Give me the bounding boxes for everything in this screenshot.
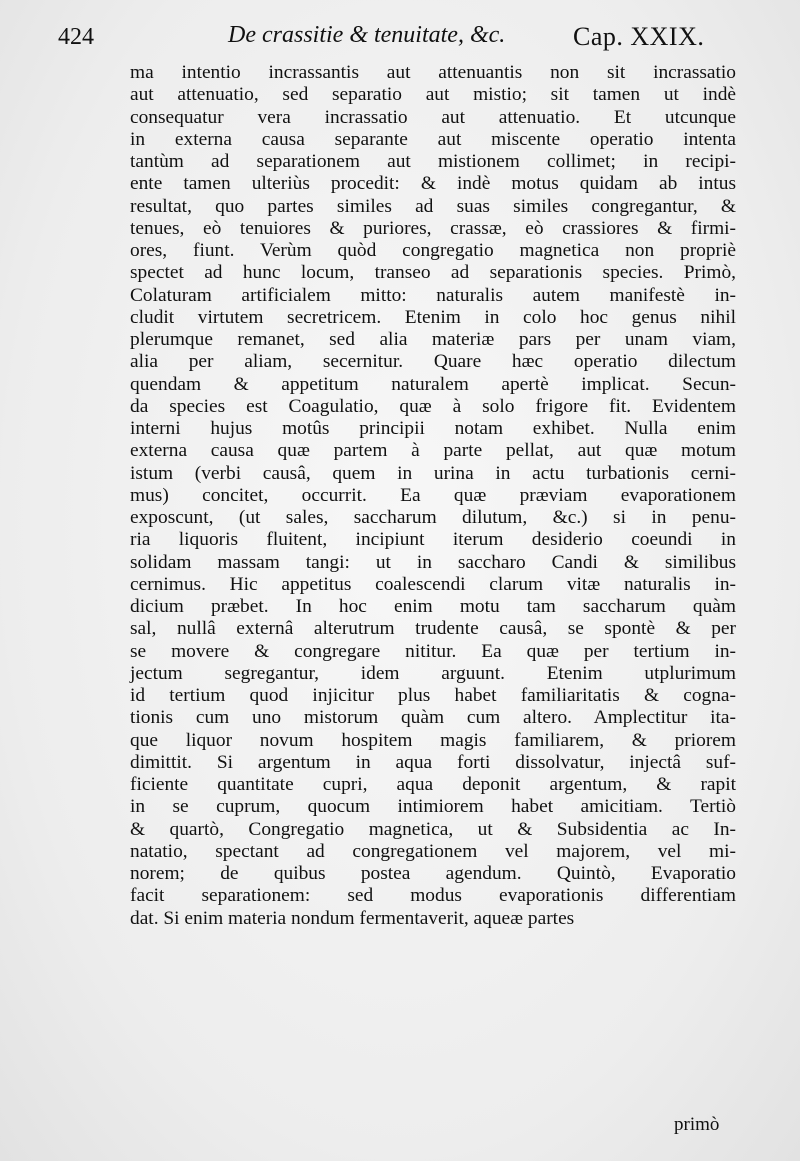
text-line: mus) concitet, occurrit. Ea quæ præviam evaporationem <box>130 484 736 506</box>
text-line: Colaturam artificialem mitto: naturalis autem manifestè in- <box>130 284 736 306</box>
text-line: tantùm ad separationem aut mistionem collimet; in recipi- <box>130 151 736 172</box>
text-line: plerumque remanet, sed alia materiæ pars per unam viam, <box>130 329 736 350</box>
page-number: 424 <box>58 24 94 50</box>
page-header <box>58 18 738 58</box>
text-line: que liquor novum hospitem magis familiarem, & priorem <box>130 729 736 751</box>
text-line: in se cuprum, quocum intimiorem habet amicitiam. Tertiò <box>130 796 736 818</box>
text-line: resultat, quo partes similes ad suas similes congregantur, & <box>130 195 736 217</box>
text-line: ma intentio incrassantis aut attenuantis non sit incrassatio <box>130 62 736 83</box>
text-line: consequatur vera incrassatio aut attenuatio. Et utcunque <box>130 106 736 128</box>
text-line: istum (verbi causâ, quem in urina in actu turbationis cerni- <box>130 462 736 484</box>
text-line: da species est Coagulatio, quæ à solo frigore fit. Evidentem <box>130 395 736 417</box>
running-title: De crassitie & tenuitate, &c. <box>228 22 506 48</box>
text-line: cernimus. Hic appetitus coalescendi clarum vitæ naturalis in- <box>130 573 736 595</box>
text-line: interni hujus motûs principii notam exhibet. Nulla enim <box>130 418 736 439</box>
text-line: ores, fiunt. Verùm quòd congregatio magnetica non propriè <box>130 240 736 261</box>
text-line: id tertium quod injicitur plus habet familiaritatis & cogna- <box>130 685 736 706</box>
text-line: in externa causa separante aut miscente operatio intenta <box>130 128 736 150</box>
text-line: exposcunt, (ut sales, saccharum dilutum, &c.) si in penu- <box>130 507 736 528</box>
catchword: primò <box>674 1114 720 1135</box>
text-line: spectet ad hunc locum, transeo ad separationis species. Primò, <box>130 262 736 284</box>
text-line: se movere & congregare nititur. Ea quæ per tertium in- <box>130 640 736 662</box>
text-line: externa causa quæ partem à parte pellat, aut quæ motum <box>130 440 736 462</box>
text-line: facit separationem: sed modus evaporationis differentiam <box>130 885 736 907</box>
text-line: tenues, eò tenuiores & puriores, crassæ, eò crassiores & firmi- <box>130 217 736 239</box>
text-line: tionis cum uno mistorum quàm cum altero. Amplectitur ita- <box>130 707 736 729</box>
text-line: natatio, spectant ad congregationem vel majorem, vel mi- <box>130 840 736 862</box>
text-line: quendam & appetitum naturalem apertè implicat. Secun- <box>130 373 736 395</box>
text-line: alia per aliam, secernitur. Quare hæc operatio dilectum <box>130 351 736 373</box>
text-line: aut attenuatio, sed separatio aut mistio; sit tamen ut indè <box>130 84 736 106</box>
text-line: ente tamen ulteriùs procedit: & indè motus quidam ab intus <box>130 173 736 195</box>
text-line: dat. Si enim materia nondum fermentaverit, aqueæ partes <box>130 907 575 929</box>
text-line: solidam massam tangi: ut in saccharo Candi & similibus <box>130 551 736 573</box>
text-line: sal, nullâ externâ alterutrum trudente causâ, se spontè & per <box>130 618 736 640</box>
text-line: jectum segregantur, idem arguunt. Etenim utplurimum <box>130 662 736 684</box>
body-text <box>130 62 736 930</box>
chapter-label: Cap. XXIX. <box>573 22 705 51</box>
text-line: & quartò, Congregatio magnetica, ut & Subsidentia ac In- <box>130 818 736 840</box>
text-line: ficiente quantitate cupri, aqua deponit argentum, & rapit <box>130 774 736 795</box>
text-line: norem; de quibus postea agendum. Quintò, Evaporatio <box>130 863 736 884</box>
text-line: dicium præbet. In hoc enim motu tam saccharum quàm <box>130 596 736 617</box>
text-line: cludit virtutem secretricem. Etenim in colo hoc genus nihil <box>130 306 736 328</box>
text-line: dimittit. Si argentum in aqua forti dissolvatur, injectâ suf- <box>130 751 736 773</box>
text-line: ria liquoris fluitent, incipiunt iterum desiderio coeundi in <box>130 529 736 551</box>
